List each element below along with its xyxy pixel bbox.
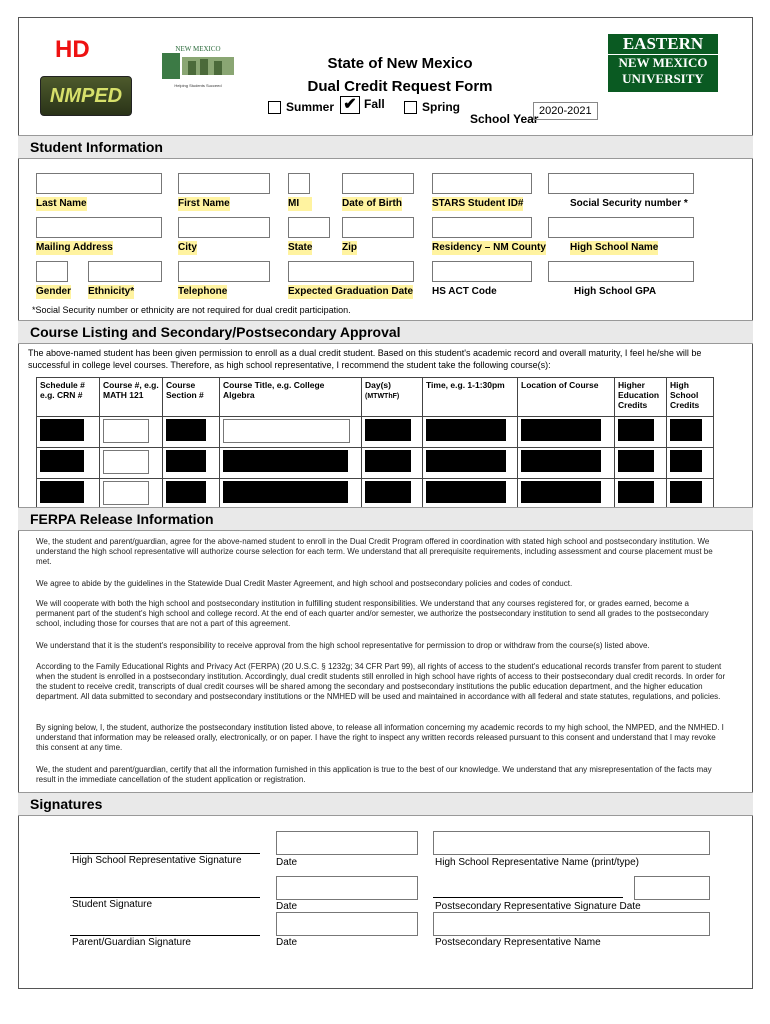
- ferpa-paragraph-6: By signing below, I, the student, authorize the postsecondary institution listed above, to release all information concerning my academic records to my high school, the NMPED, and the NMHED. I understand that information may be released orally, electronically, or on paper. I have the right to inspect any written records released pursuant to this consent and understand that I may revoke this consent at any time.: [36, 723, 724, 752]
- ferpa-paragraph-1: We, the student and parent/guardian, agree for the above-named student to enroll in the Dual Credit Program offered in coordination with stated high school and postsecondary institution. We understand the high school representative will authorize course selection for each term. We understand that all prerequisite requirements, including assessment and course placement must be met.: [36, 537, 713, 566]
- term-summer[interactable]: Summer: [268, 100, 334, 114]
- student-signature-line[interactable]: [70, 897, 260, 898]
- first-name-label: First Name: [178, 198, 230, 209]
- hs-rep-date-field[interactable]: [276, 831, 418, 855]
- post-rep-signature-date-label: Postsecondary Representative Signature Date: [435, 901, 641, 912]
- hs-rep-signature-label: High School Representative Signature: [72, 855, 242, 866]
- ferpa-section-title: FERPA Release Information: [18, 507, 753, 531]
- col-days: Day(s) (MTWThF): [362, 378, 423, 417]
- col-section: Course Section #: [163, 378, 220, 417]
- first-name-field[interactable]: [178, 173, 270, 194]
- stars-id-label: STARS Student ID#: [432, 198, 524, 209]
- spring-checkbox[interactable]: [404, 101, 417, 114]
- ferpa-paragraph-7: We, the student and parent/guardian, certify that all the information furnished in this application is true to the best of our knowledge. We understand that any misrepresentation of the facts may result in the immediate cancellation of the student application or registration.: [36, 765, 712, 784]
- gender-field[interactable]: [36, 261, 68, 282]
- term-fall[interactable]: ✔ Fall: [340, 96, 385, 114]
- last-name-label: Last Name: [36, 198, 87, 209]
- svg-text:NEW MEXICO: NEW MEXICO: [175, 45, 221, 53]
- mailing-address-field[interactable]: [36, 217, 162, 238]
- state-field[interactable]: [288, 217, 330, 238]
- telephone-field[interactable]: [178, 261, 270, 282]
- student-date-field[interactable]: [276, 876, 418, 900]
- hs-rep-name-field[interactable]: [433, 831, 710, 855]
- ethnicity-field[interactable]: [88, 261, 162, 282]
- student-info-section-title: Student Information: [18, 135, 753, 159]
- post-rep-name-field[interactable]: [433, 912, 710, 936]
- hs-act-code-label: HS ACT Code: [432, 286, 497, 297]
- col-time: Time, e.g. 1-1:30pm: [423, 378, 518, 417]
- ssn-label: Social Security number *: [570, 198, 688, 209]
- telephone-label: Telephone: [178, 286, 228, 297]
- svg-text:Helping Students Succeed: Helping Students Succeed: [174, 83, 222, 88]
- parent-signature-line[interactable]: [70, 935, 260, 936]
- summer-checkbox[interactable]: [268, 101, 281, 114]
- stars-id-field[interactable]: [432, 173, 532, 194]
- course-intro-text: The above-named student has been given permission to enroll as a dual credit student. Based on this student's academic record and overall maturity, I feel he/she will be successful in college level courses. Therefore, as high school representative, I recommend the student take the following course(s):: [28, 348, 702, 370]
- state-label: State: [288, 242, 313, 253]
- nmped-logo: NMPED: [40, 76, 132, 116]
- col-hs-credits: High School Credits: [667, 378, 714, 417]
- school-year-label: School Year: [470, 112, 539, 126]
- col-title: Course Title, e.g. College Algebra: [220, 378, 362, 417]
- hs-act-code-field[interactable]: [432, 261, 532, 282]
- high-school-name-label: High School Name: [570, 242, 659, 253]
- county-label: Residency – NM County: [432, 242, 546, 253]
- hs-rep-signature-line[interactable]: [70, 853, 260, 854]
- expected-graduation-field[interactable]: [288, 261, 414, 282]
- hd-mark: HD: [55, 36, 90, 63]
- hs-rep-name-label: High School Representative Name (print/type): [435, 857, 639, 868]
- hs-rep-date-label: Date: [276, 857, 298, 868]
- col-he-credits: Higher Education Credits: [615, 378, 667, 417]
- signatures-section-title: Signatures: [18, 792, 753, 816]
- city-field[interactable]: [178, 217, 270, 238]
- term-spring[interactable]: Spring: [404, 100, 460, 114]
- state-title: State of New Mexico: [327, 55, 473, 72]
- parent-signature-label: Parent/Guardian Signature: [72, 937, 191, 948]
- post-rep-signature-line[interactable]: [433, 897, 623, 898]
- student-date-label: Date: [276, 901, 298, 912]
- ferpa-paragraph-5: According to the Family Educational Rights and Privacy Act (FERPA) (20 U.S.C. § 1232g; 34 CFR Part 99), all rights of access to the student's educational records transfer from parent to student when the student is enrolled in a postsecondary institution. Accordingly, dual credit students still enrolled in high school have rights of access to their postsecondary dual credit records. In order for the student to receive credit, transcripts of dual credit courses will be shared among the secondary and postsecondary institutions the public education department, and the higher education department. All data submitted to secondary and postsecondary institutions or the NMHED will be used and maintained in accordance with all federal and state statutes, regulations, and policies.: [36, 662, 726, 701]
- ferpa-paragraph-4: We understand that it is the student's responsibility to receive approval from the high school representative for permission to drop or withdraw from the course(s) listed above.: [36, 641, 650, 650]
- ssn-footnote: *Social Security number or ethnicity are not required for dual credit participation.: [32, 305, 351, 315]
- zip-field[interactable]: [342, 217, 414, 238]
- fall-checkbox-checked-icon[interactable]: ✔: [340, 96, 360, 114]
- parent-date-field[interactable]: [276, 912, 418, 936]
- mi-label: MI: [288, 197, 312, 211]
- new-mexico-seal-logo: [158, 43, 238, 91]
- dob-label: Date of Birth: [342, 198, 402, 209]
- course-section-title: Course Listing and Secondary/Postsecondary Approval: [18, 320, 753, 344]
- school-year-field[interactable]: 2020-2021: [533, 102, 598, 120]
- mi-field[interactable]: [288, 173, 310, 194]
- city-label: City: [178, 242, 197, 253]
- course-row[interactable]: [37, 417, 714, 448]
- col-schedule: Schedule # e.g. CRN #: [37, 378, 100, 417]
- post-rep-date-field[interactable]: [634, 876, 710, 900]
- zip-label: Zip: [342, 242, 357, 253]
- form-title: Dual Credit Request Form: [307, 78, 493, 95]
- gender-label: Gender: [36, 286, 72, 297]
- col-course-number: Course #, e.g. MATH 121: [100, 378, 163, 417]
- ferpa-paragraph-2: We agree to abide by the guidelines in the Statewide Dual Credit Master Agreement, and high school and postsecondary policies and codes of conduct.: [36, 579, 573, 588]
- ssn-field[interactable]: [548, 173, 694, 194]
- parent-date-label: Date: [276, 937, 298, 948]
- course-row[interactable]: [37, 479, 714, 510]
- ethnicity-label: Ethnicity*: [88, 286, 135, 297]
- county-field[interactable]: [432, 217, 532, 238]
- course-table-header: [37, 378, 714, 417]
- col-location: Location of Course: [518, 378, 615, 417]
- ferpa-paragraph-3: We will cooperate with both the high school and postsecondary institution in fulfilling student responsibilities. We understand that any courses registered for, or grades earned, become a permanent part of the student's high school and college record. At the end of each quarter and/or semester, we authorize the postsecondary institution to send all grades to the postsecondary school, including those for courses that are not a part of this agreement.: [36, 599, 709, 628]
- student-signature-label: Student Signature: [72, 899, 153, 910]
- high-school-name-field[interactable]: [548, 217, 694, 238]
- course-row[interactable]: [37, 448, 714, 479]
- gpa-label: High School GPA: [574, 286, 657, 297]
- course-table: [36, 377, 714, 510]
- last-name-field[interactable]: [36, 173, 162, 194]
- gpa-field[interactable]: [548, 261, 694, 282]
- dob-field[interactable]: [342, 173, 414, 194]
- mailing-address-label: Mailing Address: [36, 242, 113, 253]
- eastern-new-mexico-university-logo: EASTERN NEW MEXICO UNIVERSITY: [608, 34, 718, 92]
- expected-graduation-label: Expected Graduation Date: [288, 286, 414, 297]
- post-rep-name-label: Postsecondary Representative Name: [435, 937, 601, 948]
